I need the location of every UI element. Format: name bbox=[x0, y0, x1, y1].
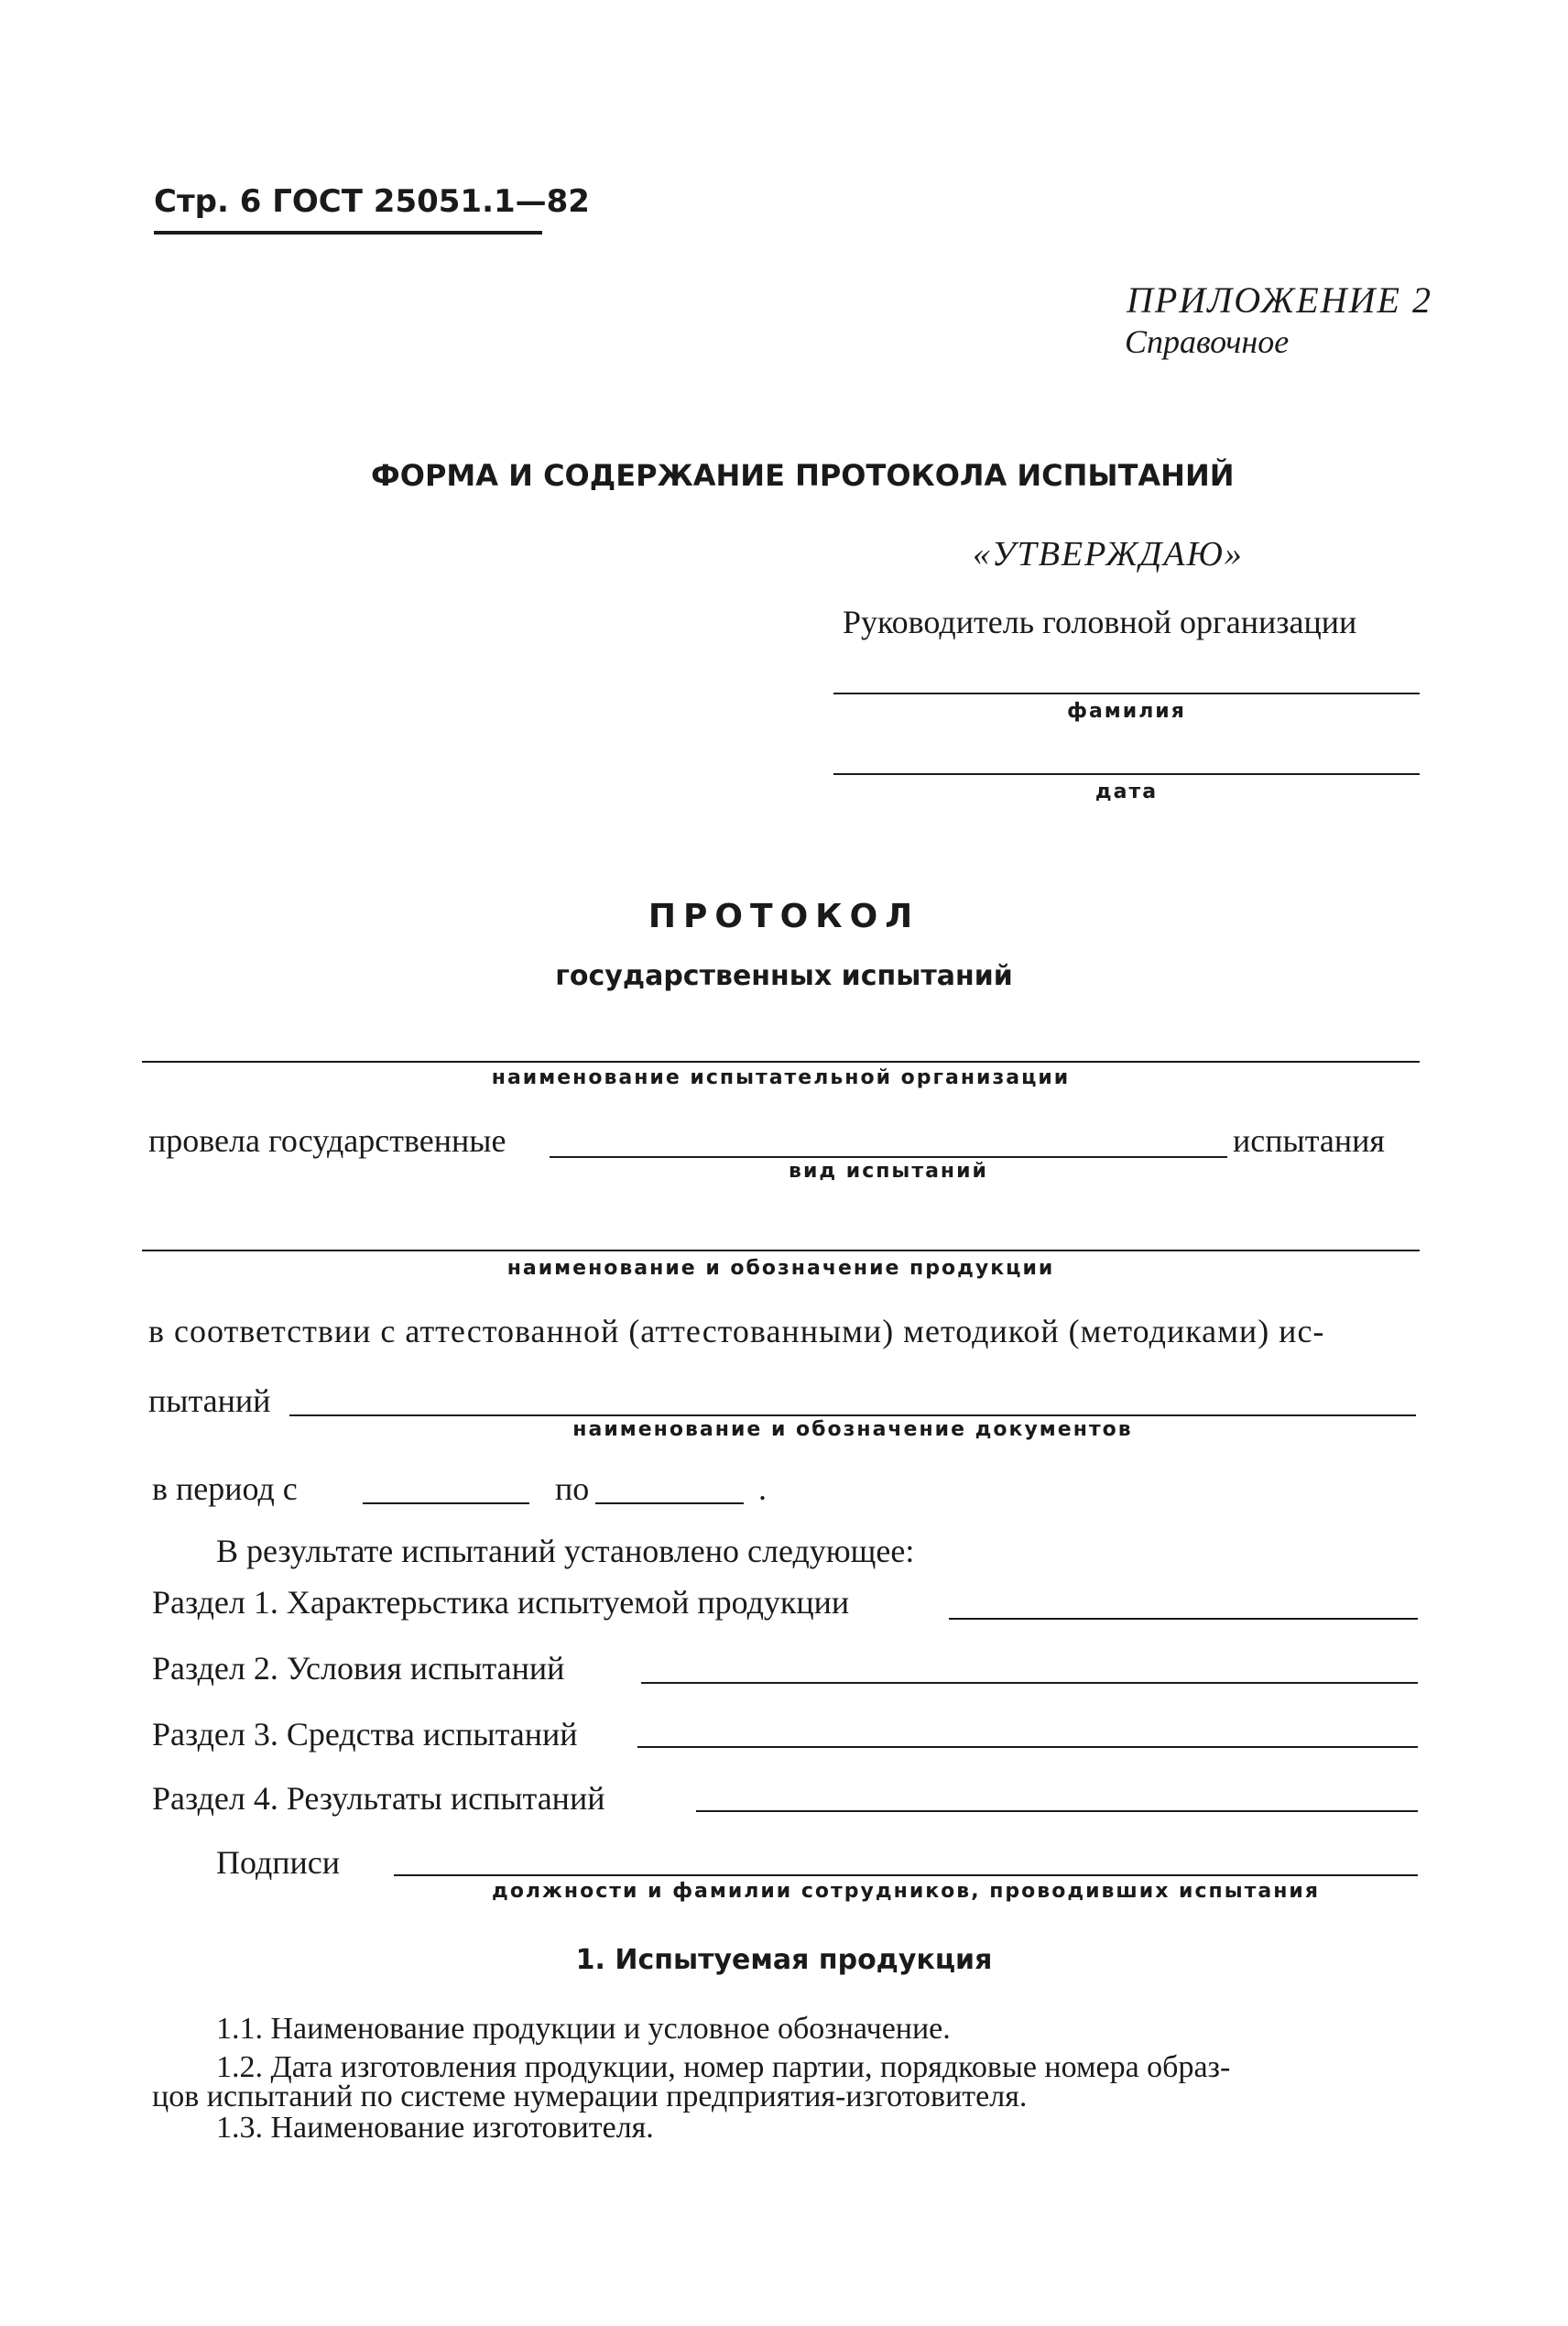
approval-stamp-text: «УТВЕРЖДАЮ» bbox=[973, 535, 1244, 573]
period-to-label: по bbox=[555, 1470, 590, 1507]
section-4-label: Раздел 4. Результаты испытаний bbox=[152, 1780, 605, 1817]
date-line bbox=[833, 773, 1420, 775]
protocol-subtitle: государственных испытаний bbox=[555, 960, 1013, 992]
documents-caption: наименование и обозначение документов bbox=[572, 1418, 1133, 1441]
surname-caption: фамилия bbox=[1067, 700, 1186, 723]
page-reference: Стр. 6 ГОСТ 25051.1—82 bbox=[154, 183, 590, 220]
period-end: . bbox=[758, 1470, 767, 1507]
documents-line bbox=[289, 1414, 1416, 1416]
section-title: ФОРМА И СОДЕРЖАНИЕ ПРОТОКОЛА ИСПЫТАНИЙ bbox=[371, 458, 1235, 493]
section-1-line bbox=[949, 1618, 1418, 1620]
section-3-label: Раздел 3. Средства испытаний bbox=[152, 1716, 578, 1753]
section-1-label: Раздел 1. Характерьстика испытуемой продукции bbox=[152, 1584, 850, 1621]
test-type-caption: вид испытаний bbox=[789, 1160, 988, 1183]
conducted-prefix: провела государственные bbox=[148, 1122, 506, 1159]
item-1-2-line-1: 1.2. Дата изготовления продукции, номер партии, порядковые номера образ- bbox=[216, 2050, 1231, 2084]
method-text-line-2: пытаний bbox=[148, 1382, 271, 1419]
product-caption: наименование и обозначение продукции bbox=[506, 1257, 1055, 1280]
header-underline bbox=[154, 231, 542, 235]
appendix-subtitle: Справочное bbox=[1125, 323, 1290, 360]
protocol-title: ПРОТОКОЛ bbox=[648, 898, 920, 935]
surname-line bbox=[833, 693, 1420, 694]
item-1-1: 1.1. Наименование продукции и условное обозначение. bbox=[216, 2012, 951, 2046]
date-caption: дата bbox=[1094, 781, 1159, 803]
appendix-title: ПРИЛОЖЕНИЕ 2 bbox=[1127, 279, 1432, 321]
period-from-label: в период с bbox=[152, 1470, 298, 1507]
signatures-line bbox=[394, 1874, 1418, 1876]
method-text-line-1: в соответствии с аттестованной (аттестованными) методикой (методиками) ис- bbox=[148, 1313, 1325, 1349]
period-from-line bbox=[363, 1502, 529, 1504]
signatures-label: Подписи bbox=[216, 1844, 341, 1881]
conducted-suffix: испытания bbox=[1233, 1122, 1385, 1159]
test-type-line bbox=[550, 1156, 1227, 1158]
period-to-line bbox=[595, 1502, 744, 1504]
product-line bbox=[142, 1250, 1420, 1251]
organization-line bbox=[142, 1061, 1420, 1063]
section-4-line bbox=[696, 1810, 1418, 1812]
item-1-3: 1.3. Наименование изготовителя. bbox=[216, 2111, 654, 2145]
item-1-2-line-2: цов испытаний по системе нумерации предприятия-изготовителя. bbox=[152, 2080, 1028, 2113]
section-2-line bbox=[641, 1682, 1418, 1684]
results-intro: В результате испытаний установлено следующее: bbox=[216, 1533, 915, 1569]
section-2-label: Раздел 2. Условия испытаний bbox=[152, 1650, 565, 1687]
section-3-line bbox=[637, 1746, 1418, 1748]
approval-head: Руководитель головной организации bbox=[843, 604, 1357, 640]
signatures-caption: должности и фамилии сотрудников, проводивших испытания bbox=[492, 1880, 1320, 1903]
organization-caption: наименование испытательной организации bbox=[491, 1066, 1071, 1089]
product-section-title: 1. Испытуемая продукция bbox=[575, 1944, 993, 1976]
